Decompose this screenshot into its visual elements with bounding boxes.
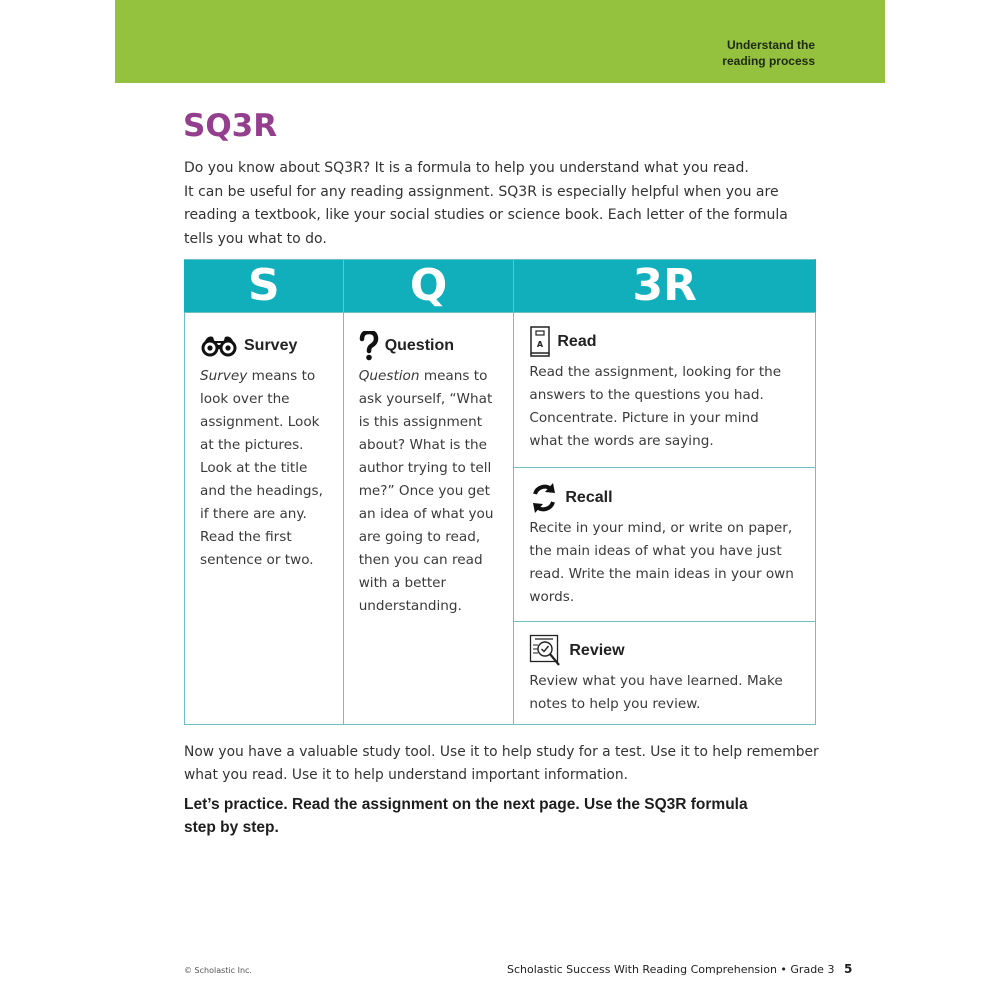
- read-line: what the words are saying.: [529, 433, 714, 449]
- survey-line: sentence or two.: [200, 552, 314, 568]
- survey-heading: Survey: [244, 337, 298, 354]
- refresh-cycle-icon: [529, 482, 559, 514]
- recall-line: Recite in your mind, or write on paper,: [529, 520, 793, 536]
- survey-line: assignment. Look: [200, 414, 320, 430]
- review-line: notes to help you review.: [529, 696, 701, 712]
- outro-line: what you read. Use it to help understand important information.: [184, 767, 628, 783]
- question-text: [359, 365, 499, 618]
- practice-line: Let’s practice. Read the assignment on the next page. Use the SQ3R formula: [184, 796, 748, 813]
- question-cell: [343, 313, 514, 725]
- table-header-row: [185, 260, 816, 313]
- read-line: Read the assignment, looking for the: [529, 364, 782, 380]
- read-line: Concentrate. Picture in your mind: [529, 410, 759, 426]
- column-letter: S: [247, 260, 280, 311]
- intro-paragraph: [184, 157, 804, 251]
- recall-text: [529, 517, 800, 609]
- recall-line: read. Write the main ideas in your own: [529, 566, 794, 582]
- survey-line: and the headings,: [200, 483, 323, 499]
- header-bar: [115, 0, 885, 83]
- outro-line: Now you have a valuable study tool. Use it to help study for a test. Use it to help remember: [184, 744, 819, 760]
- header-3r: [514, 260, 816, 313]
- recall-heading: Recall: [565, 489, 613, 506]
- survey-line: means to: [247, 368, 316, 384]
- svg-text:A: A: [537, 340, 544, 349]
- intro-line: reading a textbook, like your social studies or science book. Each letter of the formula: [184, 207, 788, 223]
- question-line: are going to read,: [358, 529, 481, 545]
- survey-line: Look at the title: [200, 460, 308, 476]
- question-line: me?” Once you get: [358, 483, 490, 499]
- review-text: [529, 670, 800, 716]
- section-label: [722, 37, 815, 69]
- question-line: author trying to tell: [358, 460, 492, 476]
- sq3r-table: [184, 259, 816, 725]
- read-heading: Read: [557, 333, 597, 350]
- page-title: SQ3R: [183, 108, 278, 144]
- survey-line: if there are any.: [200, 506, 307, 522]
- book-icon: [529, 326, 551, 358]
- magnifier-checklist-icon: [529, 634, 563, 668]
- review-heading: Review: [569, 642, 625, 659]
- recall-line: the main ideas of what you have just: [529, 543, 782, 559]
- question-line: then you can read: [358, 552, 483, 568]
- copyright: © Scholastic Inc.: [184, 966, 252, 975]
- binoculars-icon: [200, 335, 238, 357]
- outro-paragraph: [184, 741, 824, 787]
- question-line: ask yourself, “What: [358, 391, 493, 407]
- survey-cell: [185, 313, 344, 725]
- question-mark-icon: [359, 331, 379, 361]
- recall-cell: [514, 468, 816, 622]
- survey-line: look over the: [200, 391, 290, 407]
- intro-line: Do you know about SQ3R? It is a formula to help you understand what you read.: [184, 160, 749, 176]
- practice-line: step by step.: [184, 819, 279, 836]
- intro-line: tells you what to do.: [184, 230, 327, 247]
- header-q: [343, 260, 514, 313]
- question-line: means to: [419, 368, 488, 384]
- question-line: an idea of what you: [358, 506, 494, 522]
- column-letter: Q: [409, 260, 448, 311]
- practice-instruction: [184, 793, 748, 839]
- read-cell: [514, 313, 816, 468]
- section-label-line: Understand the: [726, 38, 815, 52]
- question-lead: Question: [358, 368, 420, 384]
- question-line: with a better: [358, 575, 447, 591]
- review-line: Review what you have learned. Make: [529, 673, 783, 689]
- review-cell: [514, 622, 816, 725]
- question-line: is this assignment: [358, 414, 483, 430]
- recall-line: words.: [529, 589, 575, 605]
- page-number: 5: [844, 962, 853, 976]
- survey-lead: Survey: [200, 368, 248, 384]
- question-line: understanding.: [358, 598, 462, 614]
- column-letter: 3R: [632, 260, 697, 311]
- book-title: Scholastic Success With Reading Comprehension • Grade 3: [507, 963, 835, 976]
- question-heading: Question: [384, 337, 455, 354]
- survey-line: at the pictures.: [200, 437, 304, 453]
- section-label-line: reading process: [722, 54, 815, 68]
- intro-line: It can be useful for any reading assignment. SQ3R is especially helpful when you are: [184, 183, 779, 200]
- read-line: answers to the questions you had.: [529, 387, 764, 403]
- question-line: about? What is the: [358, 437, 487, 453]
- survey-text: [200, 365, 328, 572]
- survey-line: Read the first: [200, 529, 292, 545]
- header-s: [185, 260, 344, 313]
- read-text: [529, 361, 800, 453]
